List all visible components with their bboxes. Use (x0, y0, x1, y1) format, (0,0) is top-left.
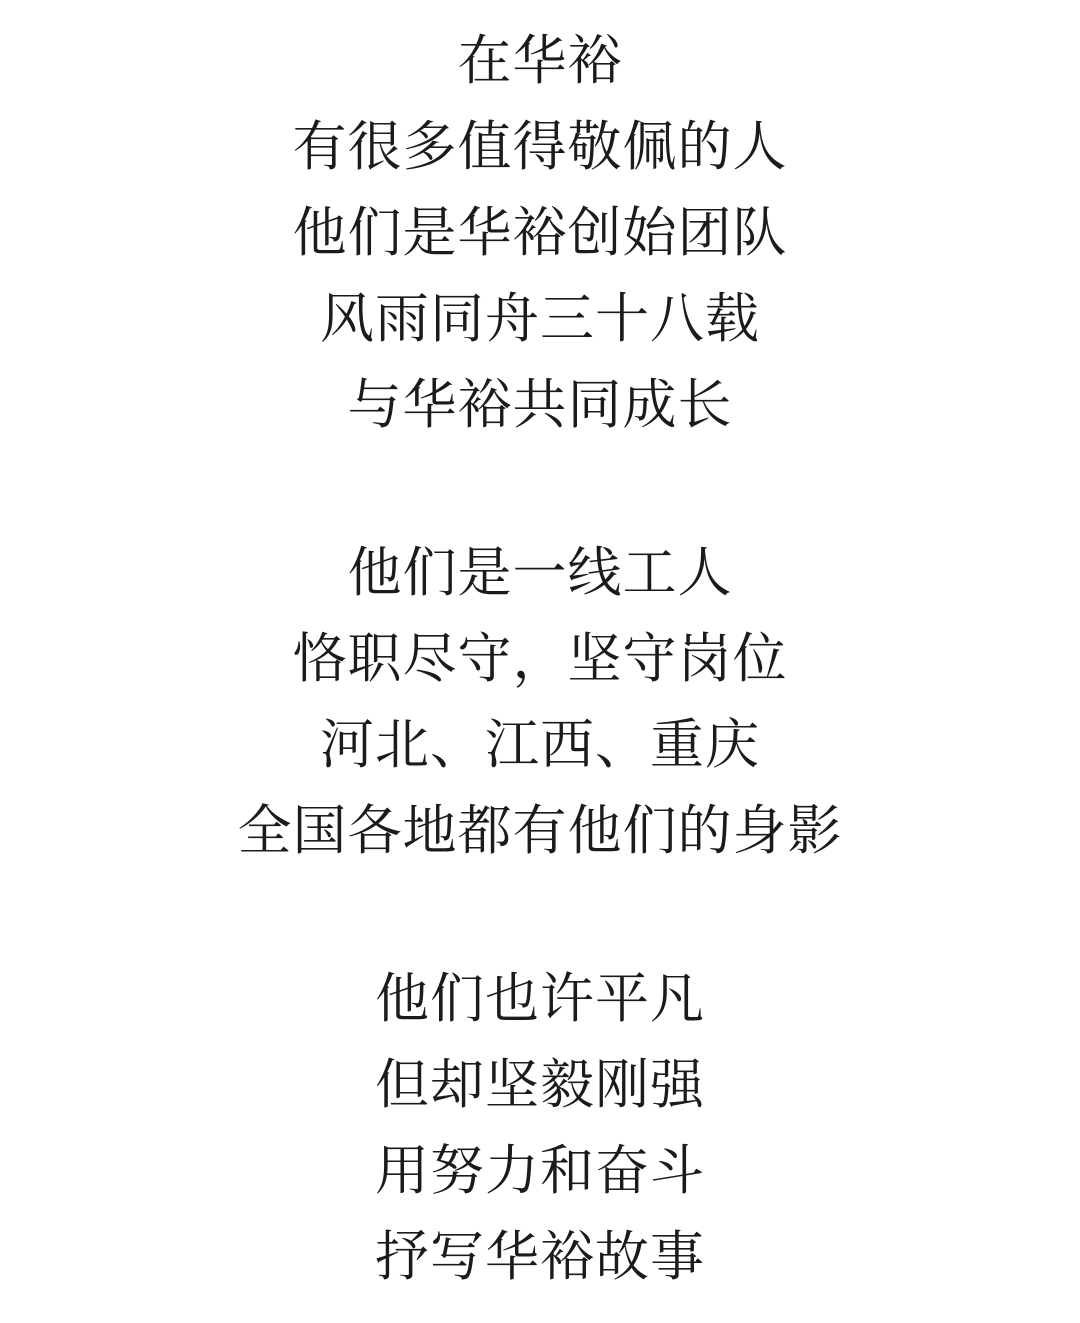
stanza-2 (40, 530, 1040, 874)
poem-line: 在华裕 (457, 31, 623, 91)
stanza-1 (40, 18, 1040, 448)
poem-line: 有很多值得敬佩的人 (292, 117, 788, 177)
poem-line: 风雨同舟三十八载 (320, 289, 760, 349)
poem-line: 恪职尽守，坚守岗位 (292, 629, 788, 689)
poem-line: 河北、江西、重庆 (320, 715, 760, 775)
poem-line: 但却坚毅刚强 (375, 1055, 705, 1115)
poem-line: 用努力和奋斗 (375, 1141, 705, 1201)
poem-line: 全国各地都有他们的身影 (237, 801, 843, 861)
poem-line: 与华裕共同成长 (347, 375, 733, 435)
poem-line: 他们是一线工人 (347, 543, 733, 603)
stanza-3 (40, 956, 1040, 1300)
poem-line: 他们是华裕创始团队 (292, 203, 788, 263)
poem-line: 抒写华裕故事 (375, 1227, 705, 1287)
poem-line: 他们也许平凡 (375, 969, 705, 1029)
